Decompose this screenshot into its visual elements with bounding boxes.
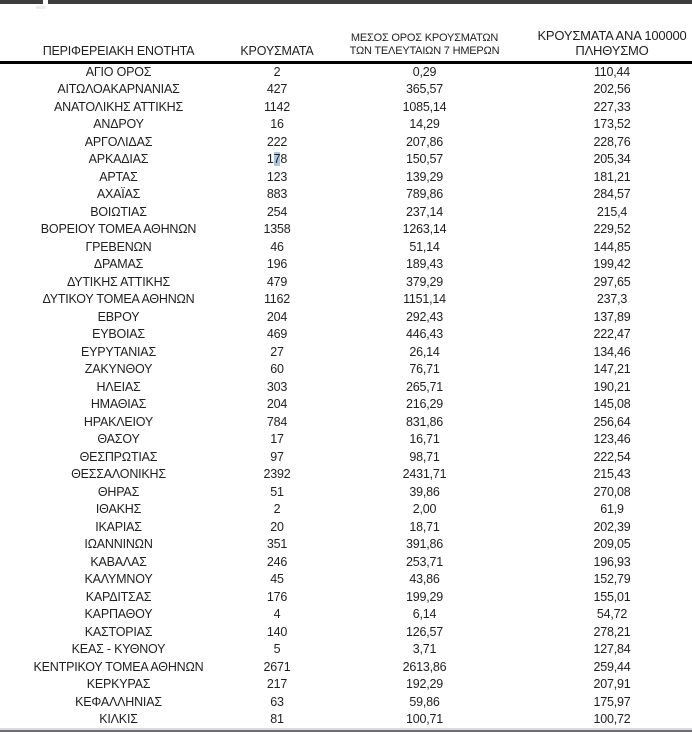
header-avg7 (317, 4, 532, 62)
avg7-cell: 379,29 (405, 274, 444, 289)
table-row (0, 256, 692, 274)
cases-cell: 60 (270, 362, 284, 376)
table-row (0, 501, 692, 519)
avg7-cell: 192,29 (405, 677, 444, 691)
table-row (0, 571, 692, 589)
header-region-label: ΠΕΡΙΦΕΡΕΙΑΚΗ ΕΝΟΤΗΤΑ (42, 43, 195, 58)
per100k-cell: 202,56 (593, 82, 631, 96)
cases-cell: 784 (266, 414, 288, 429)
region-cell: ΔΥΤΙΚΗΣ ΑΤΤΙΚΗΣ (67, 274, 170, 289)
avg7-cell: 2431,71 (402, 467, 447, 481)
header-cases-label: ΚΡΟΥΣΜΑΤΑ (240, 43, 314, 58)
per100k-cell: 54,72 (596, 607, 628, 621)
avg7-cell: 59,86 (409, 694, 440, 709)
avg7-cell: 2613,86 (402, 659, 447, 674)
region-cell: ΘΑΣΟΥ (97, 432, 140, 446)
table-row (0, 659, 692, 677)
cases-cell: 1142 (263, 99, 291, 114)
region-cell: ΚΑΒΑΛΑΣ (90, 554, 147, 569)
cases-cell: 140 (266, 624, 288, 639)
header-per100k-line2: ΠΛΗΘΥΣΜΟ (575, 42, 649, 58)
cases-cell: 351 (266, 537, 288, 551)
region-cell: ΘΗΡΑΣ (97, 484, 140, 499)
cases-cell: 27 (270, 344, 284, 359)
per100k-cell: 152,79 (593, 572, 631, 586)
per100k-cell: 222,54 (593, 449, 631, 464)
avg7-cell: 199,29 (405, 589, 444, 604)
avg7-cell: 831,86 (405, 414, 444, 429)
covid-cases-table (0, 4, 692, 729)
avg7-cell: 207,86 (405, 134, 444, 149)
avg7-cell: 100,71 (405, 712, 444, 726)
per100k-cell: 196,93 (593, 554, 631, 569)
table-row (0, 519, 692, 537)
avg7-cell: 446,43 (405, 327, 444, 341)
table-row (0, 466, 692, 484)
region-cell: ΚΕΝΤΡΙΚΟΥ ΤΟΜΕΑ ΑΘΗΝΩΝ (33, 659, 204, 674)
cases-cell: 81 (270, 712, 284, 726)
header-avg7-line2: ΤΩΝ ΤΕΛΕΥΤΑΙΩΝ 7 ΗΜΕΡΩΝ (349, 44, 500, 57)
per100k-cell: 207,91 (593, 677, 631, 691)
per100k-cell: 259,44 (593, 659, 631, 674)
cases-cell: 4 (273, 607, 281, 621)
region-cell: ΓΡΕΒΕΝΩΝ (85, 239, 152, 254)
region-cell: ΚΑΡΠΑΘΟΥ (84, 607, 153, 621)
cases-cell: 303 (266, 379, 288, 394)
avg7-cell: 292,43 (405, 309, 444, 324)
cases-cell: 196 (266, 257, 288, 271)
cases-cell: 883 (266, 187, 288, 201)
region-cell: ΗΡΑΚΛΕΙΟΥ (83, 414, 154, 429)
avg7-cell: 26,14 (409, 344, 440, 359)
region-cell: ΚΕΑΣ - ΚΥΘΝΟΥ (71, 642, 166, 656)
table-row (0, 379, 692, 397)
per100k-cell: 110,44 (593, 64, 631, 79)
header-row (0, 4, 692, 62)
region-cell: ΘΕΣΠΡΩΤΙΑΣ (79, 449, 158, 464)
avg7-cell: 98,71 (409, 449, 440, 464)
per100k-cell: 123,46 (593, 432, 631, 446)
cases-cell: 51 (270, 484, 284, 499)
region-cell: ΖΑΚΥΝΘΟΥ (84, 362, 153, 376)
per100k-cell: 145,08 (593, 397, 631, 411)
table-row (0, 344, 692, 362)
per100k-cell: 228,76 (593, 134, 631, 149)
table-row (0, 116, 692, 134)
avg7-cell: 150,57 (405, 152, 444, 166)
selection-highlight: 7 (273, 152, 281, 166)
avg7-cell: 0,29 (412, 64, 437, 79)
region-cell: ΗΛΕΙΑΣ (96, 379, 141, 394)
avg7-cell: 76,71 (409, 362, 440, 376)
cases-cell: 2 (273, 64, 281, 79)
per100k-cell: 137,89 (593, 309, 631, 324)
region-cell: ΚΑΡΔΙΤΣΑΣ (85, 589, 152, 604)
region-cell: ΚΑΛΥΜΝΟΥ (84, 572, 153, 586)
table-row (0, 326, 692, 344)
avg7-cell: 3,71 (412, 642, 437, 656)
per100k-cell: 134,46 (593, 344, 631, 359)
avg7-cell: 365,57 (405, 82, 444, 96)
table-row (0, 414, 692, 432)
header-per100k-line1: ΚΡΟΥΣΜΑΤΑ ΑΝΑ 100000 (537, 27, 687, 43)
region-cell: ΑΡΓΟΛΙΔΑΣ (84, 134, 153, 149)
avg7-cell: 18,71 (409, 519, 440, 534)
region-cell: ΒΟΡΕΙΟΥ ΤΟΜΕΑ ΑΘΗΝΩΝ (40, 222, 197, 236)
per100k-cell: 155,01 (593, 589, 631, 604)
avg7-cell: 265,71 (405, 379, 444, 394)
avg7-cell: 189,43 (405, 257, 444, 271)
table-row (0, 606, 692, 624)
region-cell: ΕΥΒΟΙΑΣ (92, 327, 145, 341)
avg7-cell: 139,29 (405, 169, 444, 184)
avg7-cell: 237,14 (405, 204, 444, 219)
region-cell: ΑΝΔΡΟΥ (93, 117, 144, 131)
per100k-cell: 127,84 (593, 642, 631, 656)
cases-cell: 204 (266, 397, 288, 411)
avg7-cell: 16,71 (409, 432, 440, 446)
region-cell: ΑΓΙΟ ΟΡΟΣ (85, 64, 152, 79)
region-cell: ΙΩΑΝΝΙΝΩΝ (84, 537, 153, 551)
cases-cell: 176 (266, 589, 288, 604)
per100k-cell: 256,64 (593, 414, 631, 429)
cases-cell: 5 (273, 642, 281, 656)
cases-cell: 2671 (263, 659, 291, 674)
per100k-cell: 222,47 (593, 327, 631, 341)
cases-cell: 254 (266, 204, 288, 219)
region-cell: ΙΘΑΚΗΣ (95, 502, 142, 516)
per100k-cell: 147,21 (593, 362, 631, 376)
cases-text: 1 (266, 152, 274, 166)
per100k-cell: 284,57 (593, 187, 631, 201)
table-row (0, 536, 692, 554)
table-row (0, 694, 692, 712)
avg7-cell: 126,57 (405, 624, 444, 639)
table-row (0, 134, 692, 152)
table-header (0, 4, 692, 62)
avg7-cell: 1085,14 (402, 99, 447, 114)
avg7-cell: 14,29 (409, 117, 440, 131)
cases-cell (237, 151, 317, 169)
cases-cell: 17 (270, 432, 284, 446)
table-row (0, 169, 692, 187)
per100k-cell: 100,72 (593, 712, 631, 726)
table-row (0, 676, 692, 694)
cases-cell: 217 (266, 677, 288, 691)
region-cell: ΚΑΣΤΟΡΙΑΣ (84, 624, 153, 639)
table-row (0, 484, 692, 502)
bottom-edge-rule (0, 730, 692, 732)
cases-cell: 469 (266, 327, 288, 341)
region-cell: ΙΚΑΡΙΑΣ (95, 519, 142, 534)
avg7-cell: 391,86 (405, 537, 444, 551)
per100k-cell: 227,33 (593, 99, 631, 114)
cases-cell: 204 (266, 309, 288, 324)
table-row (0, 62, 692, 81)
per100k-cell: 61,9 (600, 502, 624, 516)
table-body (0, 62, 692, 729)
per100k-cell: 215,4 (596, 204, 628, 219)
region-cell: ΕΥΡΥΤΑΝΙΑΣ (81, 344, 156, 359)
table-row (0, 186, 692, 204)
table-row (0, 204, 692, 222)
table-row (0, 291, 692, 309)
per100k-cell: 215,43 (593, 467, 631, 481)
region-cell: ΔΡΑΜΑΣ (93, 257, 144, 271)
region-cell: ΚΙΛΚΙΣ (99, 712, 138, 726)
per100k-cell: 278,21 (593, 624, 631, 639)
cases-cell: 427 (266, 82, 288, 96)
header-per100k (532, 4, 692, 62)
table-row (0, 81, 692, 99)
avg7-cell: 1151,14 (403, 292, 446, 306)
table-row (0, 239, 692, 257)
region-cell: ΑΡΚΑΔΙΑΣ (88, 152, 149, 166)
table-row (0, 589, 692, 607)
per100k-cell: 181,21 (593, 169, 631, 184)
region-cell: ΒΟΙΩΤΙΑΣ (90, 204, 147, 219)
region-cell: ΕΒΡΟΥ (97, 309, 140, 324)
per100k-cell: 144,85 (593, 239, 631, 254)
cases-cell: 1162 (263, 292, 291, 306)
cases-cell: 1358 (263, 222, 291, 236)
cases-cell: 16 (270, 117, 284, 131)
region-cell: ΑΙΤΩΛΟΑΚΑΡΝΑΝΙΑΣ (57, 82, 180, 96)
avg7-cell: 43,86 (409, 572, 440, 586)
cases-cell: 222 (266, 134, 288, 149)
table-row (0, 151, 692, 169)
per100k-cell: 173,52 (593, 117, 631, 131)
per100k-cell: 175,97 (593, 694, 631, 709)
per100k-cell: 199,42 (593, 257, 631, 271)
cases-cell: 246 (266, 554, 288, 569)
per100k-cell: 202,39 (593, 519, 631, 534)
region-cell: ΑΡΤΑΣ (99, 169, 138, 184)
per100k-cell: 270,08 (593, 484, 631, 499)
header-cases (237, 4, 317, 62)
avg7-cell: 6,14 (412, 607, 437, 621)
table-row (0, 624, 692, 642)
region-cell: ΗΜΑΘΙΑΣ (90, 397, 147, 411)
cases-cell: 2 (273, 502, 281, 516)
header-avg7-line1: ΜΕΣΟΣ ΟΡΟΣ ΚΡΟΥΣΜΑΤΩΝ (350, 31, 499, 44)
cases-text: 8 (280, 152, 288, 166)
avg7-cell: 253,71 (405, 554, 444, 569)
per100k-cell: 229,52 (593, 222, 631, 236)
table-row (0, 99, 692, 117)
header-region (0, 4, 237, 62)
table-row (0, 309, 692, 327)
table-row (0, 449, 692, 467)
region-cell: ΑΝΑΤΟΛΙΚΗΣ ΑΤΤΙΚΗΣ (53, 99, 184, 114)
cases-cell: 123 (266, 169, 288, 184)
per100k-cell: 297,65 (593, 274, 631, 289)
avg7-cell: 39,86 (409, 484, 440, 499)
avg7-cell: 216,29 (405, 397, 444, 411)
avg7-cell: 1263,14 (402, 222, 447, 236)
region-cell: ΚΕΡΚΥΡΑΣ (86, 677, 151, 691)
table-row (0, 554, 692, 572)
per100k-cell: 237,3 (596, 292, 628, 306)
avg7-cell: 2,00 (412, 502, 437, 516)
region-cell: ΑΧΑΪΑΣ (96, 187, 141, 201)
cases-cell: 46 (270, 239, 284, 254)
table-row (0, 396, 692, 414)
region-cell: ΚΕΦΑΛΛΗΝΙΑΣ (75, 694, 162, 709)
table-row (0, 641, 692, 659)
cases-cell: 479 (266, 274, 288, 289)
table-row (0, 431, 692, 449)
avg7-cell: 51,14 (409, 239, 440, 254)
avg7-cell: 789,86 (405, 187, 444, 201)
table-row (0, 221, 692, 239)
per100k-cell: 205,34 (593, 152, 631, 166)
cases-cell: 20 (270, 519, 284, 534)
per100k-cell: 209,05 (593, 537, 631, 551)
cases-cell: 97 (270, 449, 284, 464)
table-row (0, 711, 692, 729)
per100k-cell: 190,21 (593, 379, 631, 394)
region-cell: ΔΥΤΙΚΟΥ ΤΟΜΕΑ ΑΘΗΝΩΝ (42, 292, 195, 306)
region-cell: ΘΕΣΣΑΛΟΝΙΚΗΣ (71, 467, 166, 481)
table-row (0, 274, 692, 292)
cases-cell: 2392 (263, 467, 291, 481)
table-row (0, 361, 692, 379)
cases-cell: 45 (270, 572, 284, 586)
cases-cell: 63 (270, 694, 284, 709)
